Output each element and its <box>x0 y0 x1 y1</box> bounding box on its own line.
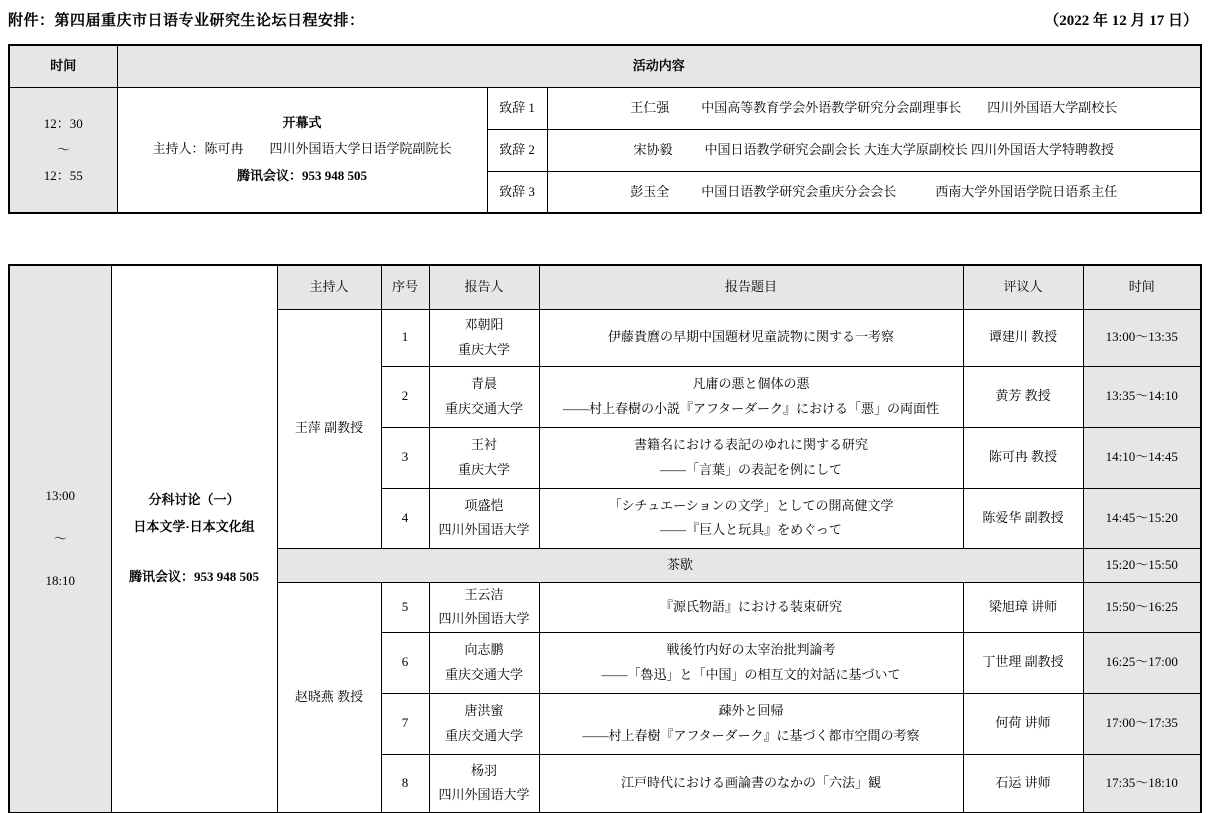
speech-label: 致辞 3 <box>487 171 547 213</box>
t1-time-end: 12：55 <box>43 167 83 183</box>
session-group: 日本文学·日本文化组 <box>133 518 255 534</box>
reviewer-cell: 陈可冉 教授 <box>963 427 1083 488</box>
title-cell <box>539 693 963 754</box>
t2-header-time: 时间 <box>1083 265 1201 309</box>
t2-time-start: 13:00 <box>45 487 76 503</box>
title-line1: 「シチュエーションの文学」としての開高健文学 <box>608 497 894 513</box>
t2-header-title: 报告题目 <box>539 265 963 309</box>
opening-table-header-row <box>9 45 1201 87</box>
t1-time-start: 12：30 <box>43 115 83 131</box>
t2-header-presenter: 报告人 <box>429 265 539 309</box>
presenter-cell <box>429 632 539 693</box>
title-line2: ——「魯迅」と「中国」の相互文的対話に基づいて <box>601 666 901 682</box>
speech-label: 致辞 2 <box>487 129 547 171</box>
presenter-affiliation: 重庆大学 <box>457 341 510 357</box>
seq-cell: 5 <box>381 582 429 632</box>
t2-time-cell <box>9 265 111 813</box>
page-title: 附件：第四届重庆市日语专业研究生论坛日程安排： <box>8 13 365 29</box>
presenter-name: 青晨 <box>470 376 497 392</box>
speech-content <box>547 87 1201 129</box>
session-meeting-id: 腾讯会议：953 948 505 <box>128 569 259 585</box>
time-cell: 17:35～18:10 <box>1083 754 1201 813</box>
tea-break-time: 15:20～15:50 <box>1083 548 1201 582</box>
document-header <box>0 0 1208 31</box>
title-line1: 書籍名における表記のゆれに関する研究 <box>633 437 868 453</box>
speech-speaker-name: 彭玉全 <box>630 183 670 199</box>
presenter-cell <box>429 754 539 813</box>
presenter-affiliation: 四川外国语大学 <box>438 522 530 537</box>
presenter-affiliation: 重庆大学 <box>457 461 510 477</box>
speech-speaker-desc: 中国日语教学研究会重庆分会会长 西南大学外国语学院日语系主任 <box>701 183 1118 199</box>
presenter-cell <box>429 366 539 427</box>
session-info-cell <box>111 265 277 813</box>
title-line2: ——『巨人と玩具』をめぐって <box>660 522 842 537</box>
presenter-affiliation: 重庆交通大学 <box>444 400 523 416</box>
title-cell <box>539 488 963 548</box>
reviewer-cell: 何荷 讲师 <box>963 693 1083 754</box>
reviewer-cell: 黄芳 教授 <box>963 366 1083 427</box>
presenter-affiliation: 四川外国语大学 <box>438 787 530 803</box>
t2-header-reviewer: 评议人 <box>963 265 1083 309</box>
speech-speaker-name: 王仁强 <box>630 100 670 115</box>
reviewer-cell: 石运 讲师 <box>963 754 1083 813</box>
presenter-name: 王云洁 <box>464 586 504 602</box>
session-table <box>8 264 1202 813</box>
presenter-cell <box>429 582 539 632</box>
title-line1: 凡庸の悪と個体の悪 <box>692 376 810 392</box>
presenter-affiliation: 重庆交通大学 <box>444 727 523 743</box>
time-cell: 16:25～17:00 <box>1083 632 1201 693</box>
time-cell: 15:50～16:25 <box>1083 582 1201 632</box>
t1-time-tilde: ～ <box>56 141 70 157</box>
seq-cell: 4 <box>381 488 429 548</box>
title-cell <box>539 427 963 488</box>
presenter-cell <box>429 427 539 488</box>
speech-label: 致辞 1 <box>487 87 547 129</box>
t2-header-moderator: 主持人 <box>277 265 381 309</box>
opening-meeting-id: 腾讯会议：953 948 505 <box>236 168 367 184</box>
presenter-name: 唐洪蜜 <box>464 703 504 719</box>
session-name: 分科讨论（一） <box>148 492 240 508</box>
opening-session-cell <box>117 87 487 213</box>
title-line1: 戦後竹内好の太宰治批判論考 <box>666 642 836 658</box>
presenter-affiliation: 重庆交通大学 <box>444 666 523 682</box>
speech-speaker-desc: 中国日语教学研究会副会长 大连大学原副校长 四川外国语大学特聘教授 <box>704 142 1115 157</box>
seq-cell: 2 <box>381 366 429 427</box>
title-line1: 『源氏物語』における装束研究 <box>659 598 842 614</box>
opening-title: 开幕式 <box>282 114 322 130</box>
title-line1: 江戸時代における画論書のなかの「六法」観 <box>620 775 881 791</box>
presenter-name: 杨羽 <box>470 763 497 779</box>
title-line2: ——村上春樹『アフターダーク』に基づく都市空間の考察 <box>582 727 920 743</box>
title-line1: 疎外と回帰 <box>718 703 784 719</box>
seq-cell: 6 <box>381 632 429 693</box>
presenter-name: 邓朝阳 <box>464 317 504 333</box>
title-cell <box>539 632 963 693</box>
t1-header-time: 时间 <box>9 45 117 87</box>
title-cell <box>539 582 963 632</box>
time-cell: 17:00～17:35 <box>1083 693 1201 754</box>
t2-time-end: 18:10 <box>45 573 76 589</box>
title-line1: 伊藤貴麿の早期中国題材児童読物に関する一考察 <box>607 329 894 345</box>
t1-time-cell <box>9 87 117 213</box>
speech-speaker-name: 宋协毅 <box>633 142 673 157</box>
reviewer-cell: 谭建川 教授 <box>963 309 1083 366</box>
title-cell <box>539 366 963 427</box>
moderator-cell: 王萍 副教授 <box>277 309 381 548</box>
t2-time-tilde: ～ <box>53 530 67 546</box>
speech-speaker-desc: 中国高等教育学会外语教学研究分会副理事长 四川外国语大学副校长 <box>701 100 1118 115</box>
reviewer-cell: 丁世理 副教授 <box>963 632 1083 693</box>
moderator-cell: 赵晓燕 教授 <box>277 582 381 813</box>
title-cell <box>539 309 963 366</box>
title-cell <box>539 754 963 813</box>
seq-cell: 7 <box>381 693 429 754</box>
tea-break-label: 茶歇 <box>277 548 1083 582</box>
speech-content <box>547 129 1201 171</box>
presenter-name: 向志鹏 <box>464 642 504 658</box>
session-table-header-row <box>9 265 1201 309</box>
presenter-affiliation: 四川外国语大学 <box>438 611 530 626</box>
seq-cell: 8 <box>381 754 429 813</box>
t2-header-seq: 序号 <box>381 265 429 309</box>
seq-cell: 1 <box>381 309 429 366</box>
speech-content <box>547 171 1201 213</box>
reviewer-cell: 陈爱华 副教授 <box>963 488 1083 548</box>
time-cell: 13:35～14:10 <box>1083 366 1201 427</box>
time-cell: 14:45～15:20 <box>1083 488 1201 548</box>
opening-table <box>8 44 1202 214</box>
seq-cell: 3 <box>381 427 429 488</box>
presenter-cell <box>429 488 539 548</box>
time-cell: 14:10～14:45 <box>1083 427 1201 488</box>
page-date: （2022 年 12 月 17 日） <box>1044 13 1198 29</box>
presenter-name: 王衬 <box>470 437 497 453</box>
presenter-cell <box>429 693 539 754</box>
presenter-cell <box>429 309 539 366</box>
opening-host: 主持人：陈可冉 四川外国语大学日语学院副院长 <box>152 141 452 157</box>
title-line2: ——「言葉」の表記を例にして <box>659 461 842 477</box>
time-cell: 13:00～13:35 <box>1083 309 1201 366</box>
presenter-name: 项盛恺 <box>464 497 504 513</box>
reviewer-cell: 梁旭璋 讲师 <box>963 582 1083 632</box>
speech-row <box>9 87 1201 129</box>
t1-header-activity: 活动内容 <box>117 45 1201 87</box>
title-line2: ——村上春樹の小説『アフターダーク』における「悪」の両面性 <box>562 400 940 416</box>
